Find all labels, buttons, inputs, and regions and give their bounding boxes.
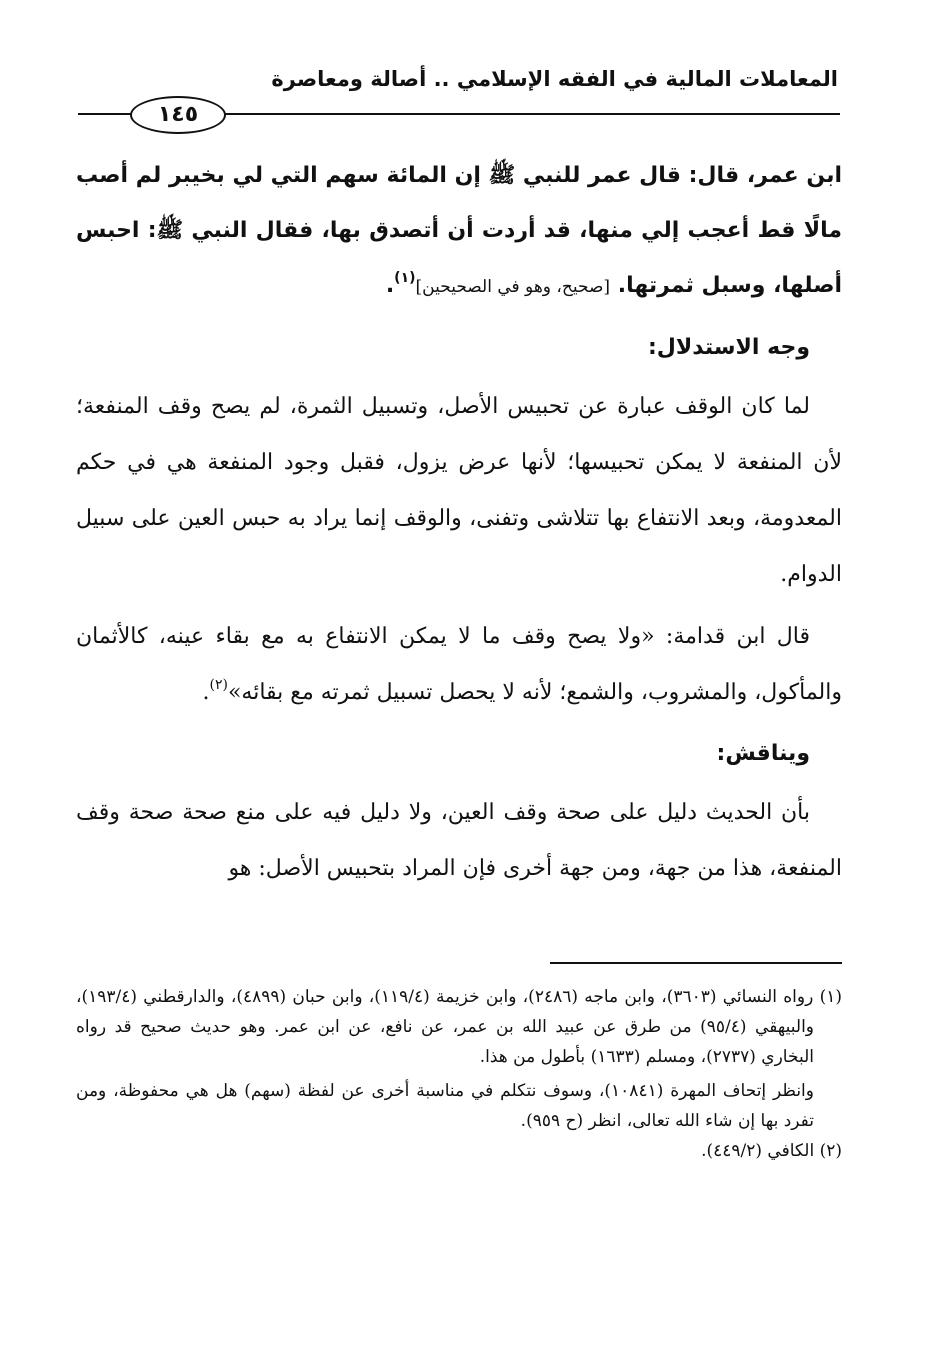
- footnote-ref-2: (٢): [209, 677, 228, 693]
- hadith-paragraph: [76, 148, 842, 315]
- hadith-text: ابن عمر، قال: قال عمر للنبي ﷺ إن المائة سهم التي لي بخيبر لم أصب مالًا قط أعجب إلي منها، قد أردت أن أتصدق بها، فقال النبي ﷺ: احبس أصلها، وسبل ثمرتها.: [76, 163, 842, 298]
- paragraph-ibn-qudama: [76, 609, 842, 721]
- ibn-qudama-quote: قال ابن قدامة: «ولا يصح وقف ما لا يمكن الانتفاع به مع بقاء عينه، كالأثمان والمأكول، والمشروب، والشمع؛ لأنه لا يحصل تسبيل ثمرته مع بقائه»: [76, 624, 842, 705]
- footnote-2: (٢) الكافي (٤٤٩/٢).: [701, 1141, 842, 1161]
- paragraph-evidence: لما كان الوقف عبارة عن تحبيس الأصل، وتسبيل الثمرة، لم يصح وقف المنفعة؛ لأن المنفعة لا يمكن تحبيسها؛ لأنها عرض يزول، فقبل وجود المنفعة هي في حكم المعدومة، وبعد الانتفاع بها تتلاشى وتفنى، والوقف إنما يراد به حبس العين على سبيل الدوام.: [76, 394, 842, 587]
- running-title: المعاملات المالية في الفقه الإسلامي .. أصالة ومعاصرة: [271, 67, 838, 91]
- footnote-1-continuation: وانظر إتحاف المهرة (١٠٨٤١)، وسوف نتكلم في مناسبة أخرى عن لفظة (سهم) هل هي محفوظة، ومن تفرد بها إن شاء الله تعالى، انظر (ح ٩٥٩).: [76, 1081, 814, 1131]
- footnote-ref-1: (١): [394, 270, 416, 286]
- footnote-1: (١) رواه النسائي (٣٦٠٣)، وابن ماجه (٢٤٨٦)، وابن خزيمة (١١٩/٤)، وابن حبان (٤٨٩٩)، والدارقطني (١٩٣/٤)، والبيهقي (٩٥/٤) من طرق عن عبيد الله بن عمر، عن نافع، عن ابن عمر. وهو حديث صحيح قد رواه البخاري (٢٧٣٧)، ومسلم (١٦٣٣) بأطول من هذا.: [76, 987, 842, 1067]
- ibn-qudama-end-mark: .: [202, 680, 210, 705]
- heading-evidence: وجه الاستدلال:: [647, 335, 810, 360]
- heading-discussion: ويناقش:: [716, 741, 810, 766]
- footnotes: [76, 982, 842, 1166]
- page-number-badge: ١٤٥: [130, 96, 226, 134]
- main-text: [76, 148, 842, 897]
- hadith-grading: [صحيح، وهو في الصحيحين]: [415, 277, 611, 297]
- footnote-separator: [550, 962, 842, 964]
- hadith-end-mark: .: [385, 273, 395, 298]
- paragraph-discussion: بأن الحديث دليل على صحة وقف العين، ولا دليل فيه على منع صحة صحة وقف المنفعة، هذا من جهة، ومن جهة أخرى فإن المراد بتحبيس الأصل: هو: [76, 800, 842, 881]
